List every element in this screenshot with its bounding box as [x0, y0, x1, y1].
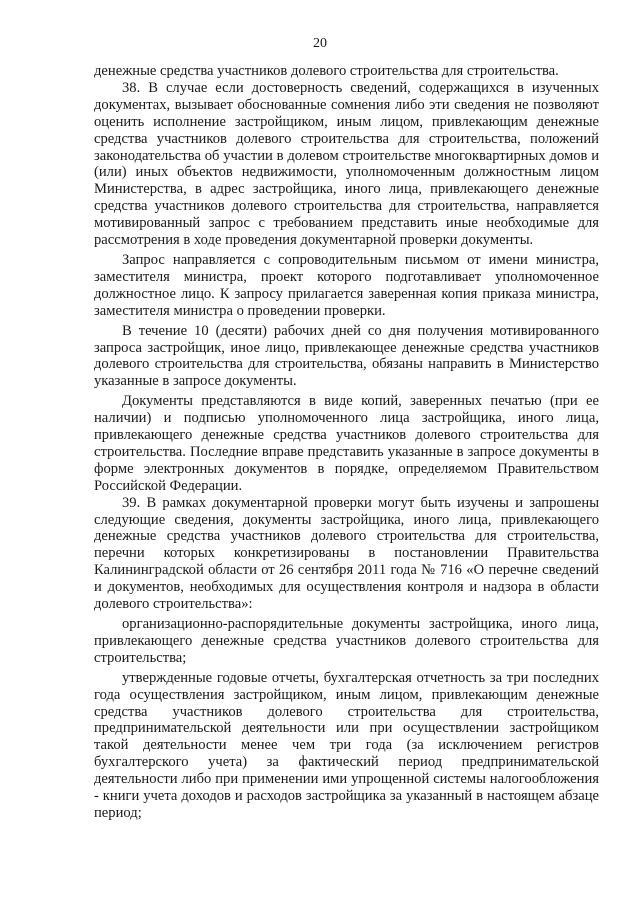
document-body: [94, 63, 599, 822]
paragraph-request-letter: Запрос направляется с сопроводительным письмом от имени министра, заместителя министра, проект которого подготавливает уполномоченное должностное лицо. К запросу прилагается заверенная копия приказа министра, заместителя министра о проведении проверки.: [94, 251, 599, 319]
paragraph-continuation: денежные средства участников долевого строительства для строительства.: [94, 63, 559, 79]
list-item-org-documents: организационно-распорядительные документы застройщика, иного лица, привлекающего денежные средства участников долевого строительства для строительства;: [94, 616, 599, 666]
page-number: 20: [313, 36, 327, 51]
paragraph-38: 38. В случае если достоверность сведений, содержащихся в изученных документах, вызывает обоснованные сомнения либо эти сведения не позволяют оценить исполнение застройщиком, иным лицом, привлекающим денежные средства участников долевого строительства для строительства, положений законодательства об участии в долевом строительстве многоквартирных домов и (или) иных объектов недвижимости, уполномоченным должностным лицом Министерства, в адрес застройщика, иного лица, привлекающего денежные средства участников долевого строительства для строительства, направляется мотивированный запрос с требованием представить иные необходимые для рассмотрения в ходе проведения документарной проверки документы.: [94, 79, 599, 249]
list-item-annual-reports: утвержденные годовые отчеты, бухгалтерская отчетность за три последних года осуществления застройщиком, иным лицом, привлекающим денежные средства участников долевого строительства для строительства, предпринимательской деятельности или при осуществлении застройщиком такой деятельности менее чем три года (за исключением регистров бухгалтерского учета) за фактический период предпринимательской деятельности либо при применении ими упрощенной системы налогообложения - книги учета доходов и расходов застройщика за указанный в настоящем абзаце период;: [94, 669, 599, 821]
paragraph-response-term: В течение 10 (десяти) рабочих дней со дня получения мотивированного запроса застройщик, иное лицо, привлекающее денежные средства участников долевого строительства для строительства, обязаны направить в Министерство указанные в запросе документы.: [94, 322, 599, 390]
paragraph-39: 39. В рамках документарной проверки могут быть изучены и запрошены следующие сведения, документы застройщика, иного лица, привлекающего денежные средства участников долевого строительства для строительства, перечни которых конкретизированы в постановлении Правительства Калининградской области от 26 сентября 2011 года № 716 «О перечне сведений и документов, необходимых для осуществления контроля и надзора в области долевого строительства»:: [94, 494, 599, 613]
paragraph-documents-form: Документы представляются в виде копий, заверенных печатью (при ее наличии) и подписью уполномоченного лица застройщика, иного лица, привлекающего денежные средства участников долевого строительства для строительства. Последние вправе представить указанные в запросе документы в форме электронных документов в порядке, определяемом Правительством Российской Федерации.: [94, 393, 599, 494]
